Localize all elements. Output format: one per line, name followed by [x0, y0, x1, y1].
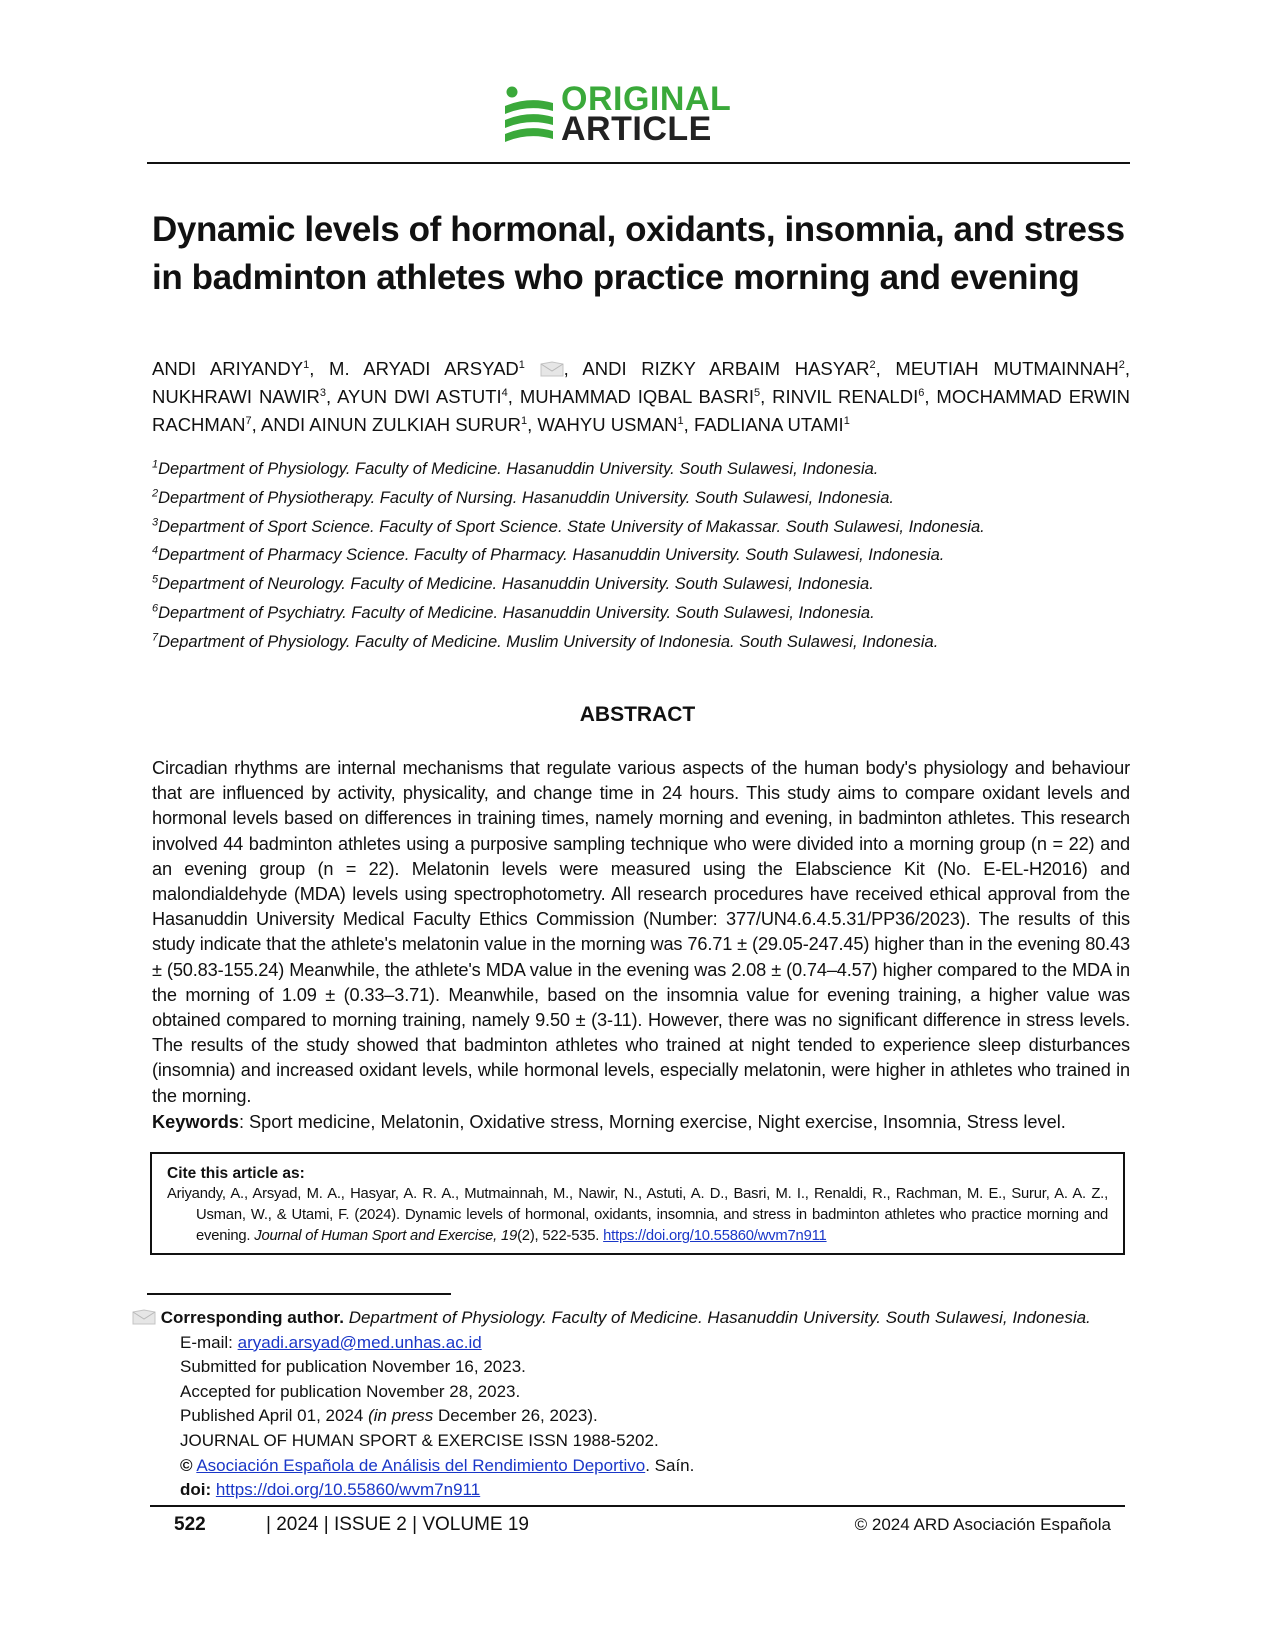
author-name: WAHYU USMAN: [537, 414, 678, 435]
corresponding-author-row: [132, 1306, 1142, 1331]
cite-text: [167, 1184, 1108, 1247]
affiliation-item: [152, 541, 1132, 570]
footnote-rule: [147, 1293, 451, 1295]
author-name: M. ARYADI ARSYAD: [329, 358, 519, 379]
author-name: MUHAMMAD IQBAL BASRI: [519, 386, 754, 407]
affiliation-number: 5: [152, 573, 159, 586]
author-name: ANDI AINUN ZULKIAH SURUR: [260, 414, 521, 435]
affiliation-number: 4: [152, 544, 159, 557]
published-date-row: [132, 1404, 1142, 1429]
author-name: AYUN DWI ASTUTI: [337, 386, 502, 407]
affiliation-item: [152, 513, 1132, 542]
footer-copyright: © 2024 ARD Asociación Española: [854, 1515, 1111, 1534]
author-affiliation-number: 1: [677, 414, 684, 427]
author-affiliation-number: 2: [869, 358, 876, 371]
author-affiliation-number: 7: [245, 414, 252, 427]
author-affiliation-number: 6: [918, 386, 925, 399]
author-name: MEUTIAH MUTMAINNAH: [895, 358, 1119, 379]
author-affiliation-number: 1: [843, 414, 850, 427]
affiliation-text: Department of Pharmacy Science. Faculty of Pharmacy. Hasanuddin University. South Sulawesi, Indonesia.: [158, 546, 945, 565]
submitted-date: Submitted for publication November 16, 2023.: [180, 1357, 526, 1377]
author-name: ANDI RIZKY ARBAIM HASYAR: [582, 358, 870, 379]
published-prefix: Published April 01, 2024: [180, 1406, 369, 1426]
association-link[interactable]: Asociación Española de Análisis del Rendimiento Deportivo: [196, 1455, 646, 1475]
doi-label: doi:: [180, 1480, 216, 1500]
author-affiliation-number: 1: [518, 358, 525, 371]
title-line-1: Dynamic levels of hormonal, oxidants, insomnia, and stress: [152, 210, 1125, 249]
published-inpress: (in press: [368, 1406, 434, 1426]
author-name: FADLIANA UTAMI: [693, 414, 844, 435]
affiliation-text: Department of Psychiatry. Faculty of Medicine. Hasanuddin University. South Sulawesi, Indonesia.: [158, 603, 875, 622]
affiliation-text: Department of Sport Science. Faculty of Sport Science. State University of Makassar. South Sulawesi, Indonesia.: [158, 517, 985, 536]
cite-box: [150, 1152, 1125, 1255]
affiliation-text: Department of Physiology. Faculty of Medicine. Hasanuddin University. South Sulawesi, Indonesia.: [158, 460, 879, 478]
cite-issue-pages: (2), 522-535.: [517, 1228, 604, 1244]
author-list: ANDI ARIYANDY$^1$, M. ARYADI ARSYAD$^1$ , ANDI RIZKY ARBAIM HASYAR$^2$, MEUTIAH MUTMAINNAH$^2$, NUKHRAWI NAWIR$^3$, AYUN DWI ASTUTI$^4$, MUHAMMAD IQBAL BASRI$^5$, RINVIL RENALDI$^6$, MOCHAMMAD ERWIN RACHMAN$^7$, ANDI AINUN ZULKIAH SURUR$^1$, WAHYU USMAN$^1$, FADLIANA UTAMI$^1$: [152, 358, 1131, 435]
affiliation-number: 7: [152, 631, 159, 644]
corresponding-label: Corresponding author.: [160, 1308, 344, 1327]
affiliation-text: Department of Neurology. Faculty of Medicine. Hasanuddin University. South Sulawesi, Indonesia.: [158, 575, 874, 594]
affiliation-list: [152, 455, 1132, 657]
affiliation-item: [152, 628, 1132, 657]
affiliation-item: [152, 599, 1132, 628]
author-affiliation-number: 2: [1118, 358, 1125, 371]
affiliation-number: 2: [152, 487, 159, 500]
affiliation-text: Department of Physiology. Faculty of Medicine. Muslim University of Indonesia. South Sulawesi, Indonesia.: [158, 632, 939, 651]
corresponding-affiliation: Department of Physiology. Faculty of Medicine. Hasanuddin University. South Sulawesi, Indonesia.: [343, 1308, 1091, 1327]
affiliation-text: Department of Physiotherapy. Faculty of Nursing. Hasanuddin University. South Sulawesi, Indonesia.: [158, 488, 894, 507]
title-line-2: in badminton athletes who practice morning and evening: [152, 258, 1080, 297]
author-name: ANDI ARIYANDY: [152, 358, 304, 379]
abstract-heading: ABSTRACT: [579, 703, 696, 726]
corresponding-author-block: [132, 1306, 1142, 1503]
journal-logo: [505, 80, 775, 154]
cite-journal: Journal of Human Sport and Exercise, 19: [254, 1228, 518, 1244]
doi-link[interactable]: https://doi.org/10.55860/wvm7n911: [215, 1480, 481, 1500]
author-affiliation-number: 4: [501, 386, 508, 399]
author-name: RINVIL RENALDI: [772, 386, 919, 407]
author-affiliation-number: 3: [319, 386, 327, 399]
affiliation-number: 3: [152, 516, 159, 529]
author-affiliation-number: 1: [303, 358, 310, 371]
page-number: 522: [174, 1514, 206, 1535]
affiliation-number: 6: [152, 602, 159, 615]
author-name: MOCHAMMAD ERWIN RACHMAN: [152, 386, 1131, 435]
affiliation-item: [152, 570, 1132, 599]
accepted-date: Accepted for publication November 28, 2023.: [180, 1381, 521, 1401]
logo-original-text: ORIGINAL: [561, 80, 732, 118]
author-affiliation-number: 5: [753, 386, 761, 399]
envelope-icon[interactable]: [540, 361, 564, 377]
issue-info: | 2024 | ISSUE 2 | VOLUME 19: [266, 1514, 529, 1535]
keywords-text: : Sport medicine, Melatonin, Oxidative stress, Morning exercise, Night exercise, Insomnia, Stress level.: [238, 1112, 1066, 1132]
cite-doi-link[interactable]: https://doi.org/10.55860/wvm7n911: [603, 1228, 827, 1244]
footer-rule: [150, 1505, 1125, 1507]
doi-row: [132, 1478, 1142, 1503]
article-title: [152, 206, 1142, 302]
affiliation-item: [152, 484, 1132, 513]
email-link[interactable]: aryadi.arsyad@med.unhas.ac.id: [237, 1332, 482, 1352]
envelope-icon: [132, 1309, 156, 1325]
affiliation-number: 1: [152, 458, 159, 471]
affiliation-item: [152, 455, 1132, 484]
stripes-logo-icon: [505, 84, 553, 144]
logo-article-text: ARTICLE: [561, 110, 712, 148]
copyright-suffix: . Saín.: [645, 1455, 695, 1475]
page-footer: [0, 1510, 1275, 1540]
author-name: NUKHRAWI NAWIR: [152, 386, 320, 407]
keywords-line: [152, 1110, 1142, 1135]
header-rule: [147, 162, 1130, 164]
email-label: E-mail:: [180, 1332, 238, 1352]
author-affiliation-number: 1: [521, 414, 528, 427]
copyright-icon: ©: [180, 1455, 193, 1475]
cite-heading: Cite this article as:: [167, 1165, 305, 1182]
cite-reference: Ariyandy, A., Arsyad, M. A., Hasyar, A. R. A., Mutmainnah, M., Nawir, N., Astuti, A. D., Basri, M. I., Renaldi, R., Rachman, M. E., Surur, A. A. Z., Usman, W., & Utami, F. (2024). Dynamic levels of hormonal, oxidants, insomnia, and stress in badminton athletes who practice morning and evening.: [167, 1186, 1108, 1244]
abstract-text: Circadian rhythms are internal mechanisms that regulate various aspects of the human body's physiology and behaviour that are influenced by activity, physicality, and change time in 24 hours. This study aims to compare oxidant levels and hormonal levels based on differences in training times, namely morning and evening, in badminton athletes. This research involved 44 badminton athletes using a purposive sampling technique who were divided into a morning group (n = 22) and an evening group (n = 22). Melatonin levels were measured using the Elabscience Kit (No. E-EL-H2016) and malondialdehyde (MDA) levels using spectrophotometry. All research procedures have received ethical approval from the Hasanuddin University Medical Faculty Ethics Commission (Number: 377/UN4.6.4.5.31/PP36/2023). The results of this study indicate that the athlete's melatonin value in the morning was 76.71 ± (29.05-247.45) higher than in the evening 80.43 ± (50.83-155.24) Meanwhile, the athlete's MDA value in the evening was 2.08 ± (0.74–4.57) higher compared to the MDA in the morning of 1.09 ± (0.33–3.71). Meanwhile, based on the insomnia value for evening training, a higher value was obtained compared to morning training, namely 9.50 ± (3-11). However, there was no significant difference in stress levels. The results of the study showed that badminton athletes who trained at night tended to experience sleep disturbances (insomnia) and increased oxidant levels, while hormonal levels, especially melatonin, were higher in athletes who trained in the morning.: [152, 758, 1130, 1106]
copyright-row: [132, 1454, 1142, 1479]
keywords-label: Keywords: [152, 1112, 239, 1132]
email-row: [132, 1331, 1142, 1356]
published-suffix: December 26, 2023).: [433, 1406, 598, 1426]
journal-issn: JOURNAL OF HUMAN SPORT & EXERCISE ISSN 1988-5202.: [180, 1430, 659, 1450]
